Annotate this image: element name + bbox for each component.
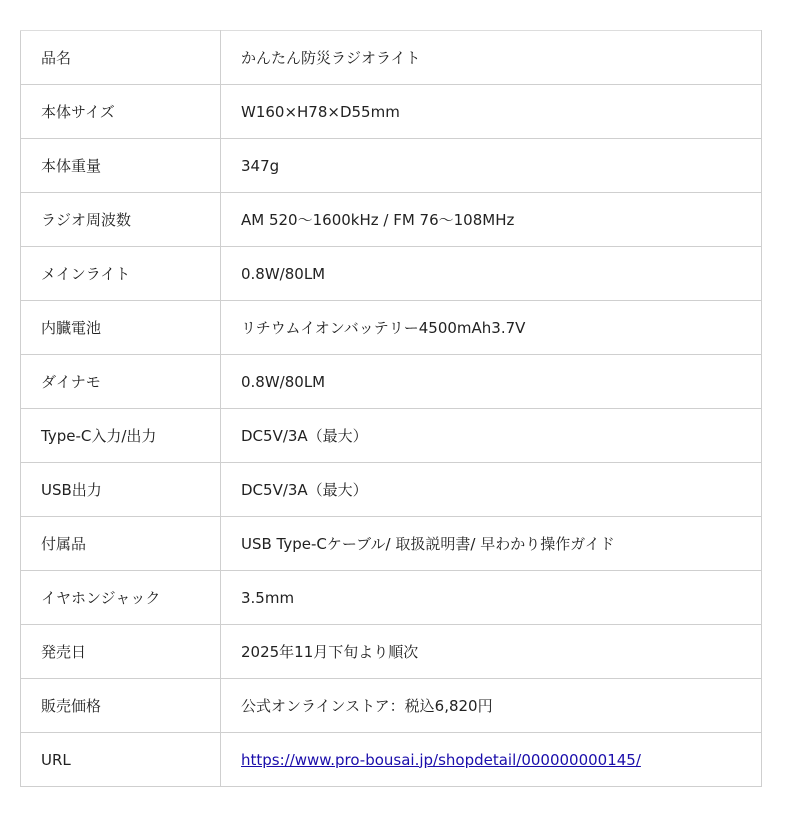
table-row-type-c-io [21, 409, 762, 463]
product-url-link[interactable]: https://www.pro-bousai.jp/shopdetail/000000000145/ [241, 750, 641, 769]
row-value: 公式オンラインストア：税込6,820円 [221, 679, 762, 733]
table-row-price [21, 679, 762, 733]
row-value: 3.5mm [221, 571, 762, 625]
table-row-weight [21, 139, 762, 193]
row-value: リチウムイオンバッテリー4500mAh3.7V [221, 301, 762, 355]
table-row-battery [21, 301, 762, 355]
row-label: Type-C入力/出力 [21, 409, 221, 463]
row-value: 2025年11月下旬より順次 [221, 625, 762, 679]
row-label: 本体サイズ [21, 85, 221, 139]
spec-table [20, 30, 762, 787]
row-value: 347g [221, 139, 762, 193]
row-label: 本体重量 [21, 139, 221, 193]
row-label: URL [21, 733, 221, 787]
row-label: メインライト [21, 247, 221, 301]
table-row-size [21, 85, 762, 139]
table-row-url [21, 733, 762, 787]
row-value: 0.8W/80LM [221, 247, 762, 301]
row-label: 販売価格 [21, 679, 221, 733]
row-value: USB Type-Cケーブル/ 取扱説明書/ 早わかり操作ガイド [221, 517, 762, 571]
row-label: 付属品 [21, 517, 221, 571]
table-row-dynamo [21, 355, 762, 409]
row-label: 発売日 [21, 625, 221, 679]
table-row-product-name [21, 31, 762, 85]
row-value: 0.8W/80LM [221, 355, 762, 409]
row-value: DC5V/3A（最大） [221, 409, 762, 463]
row-label: USB出力 [21, 463, 221, 517]
table-row-radio-frequency [21, 193, 762, 247]
row-value: W160×H78×D55mm [221, 85, 762, 139]
table-row-accessories [21, 517, 762, 571]
row-value-cell [221, 733, 762, 787]
row-label: 内臓電池 [21, 301, 221, 355]
row-value: DC5V/3A（最大） [221, 463, 762, 517]
row-label: ダイナモ [21, 355, 221, 409]
table-row-usb-output [21, 463, 762, 517]
row-label: ラジオ周波数 [21, 193, 221, 247]
table-row-earphone-jack [21, 571, 762, 625]
row-value: AM 520〜1600kHz / FM 76〜108MHz [221, 193, 762, 247]
row-label: イヤホンジャック [21, 571, 221, 625]
table-row-release-date [21, 625, 762, 679]
table-row-main-light [21, 247, 762, 301]
row-label: 品名 [21, 31, 221, 85]
row-value: かんたん防災ラジオライト [221, 31, 762, 85]
